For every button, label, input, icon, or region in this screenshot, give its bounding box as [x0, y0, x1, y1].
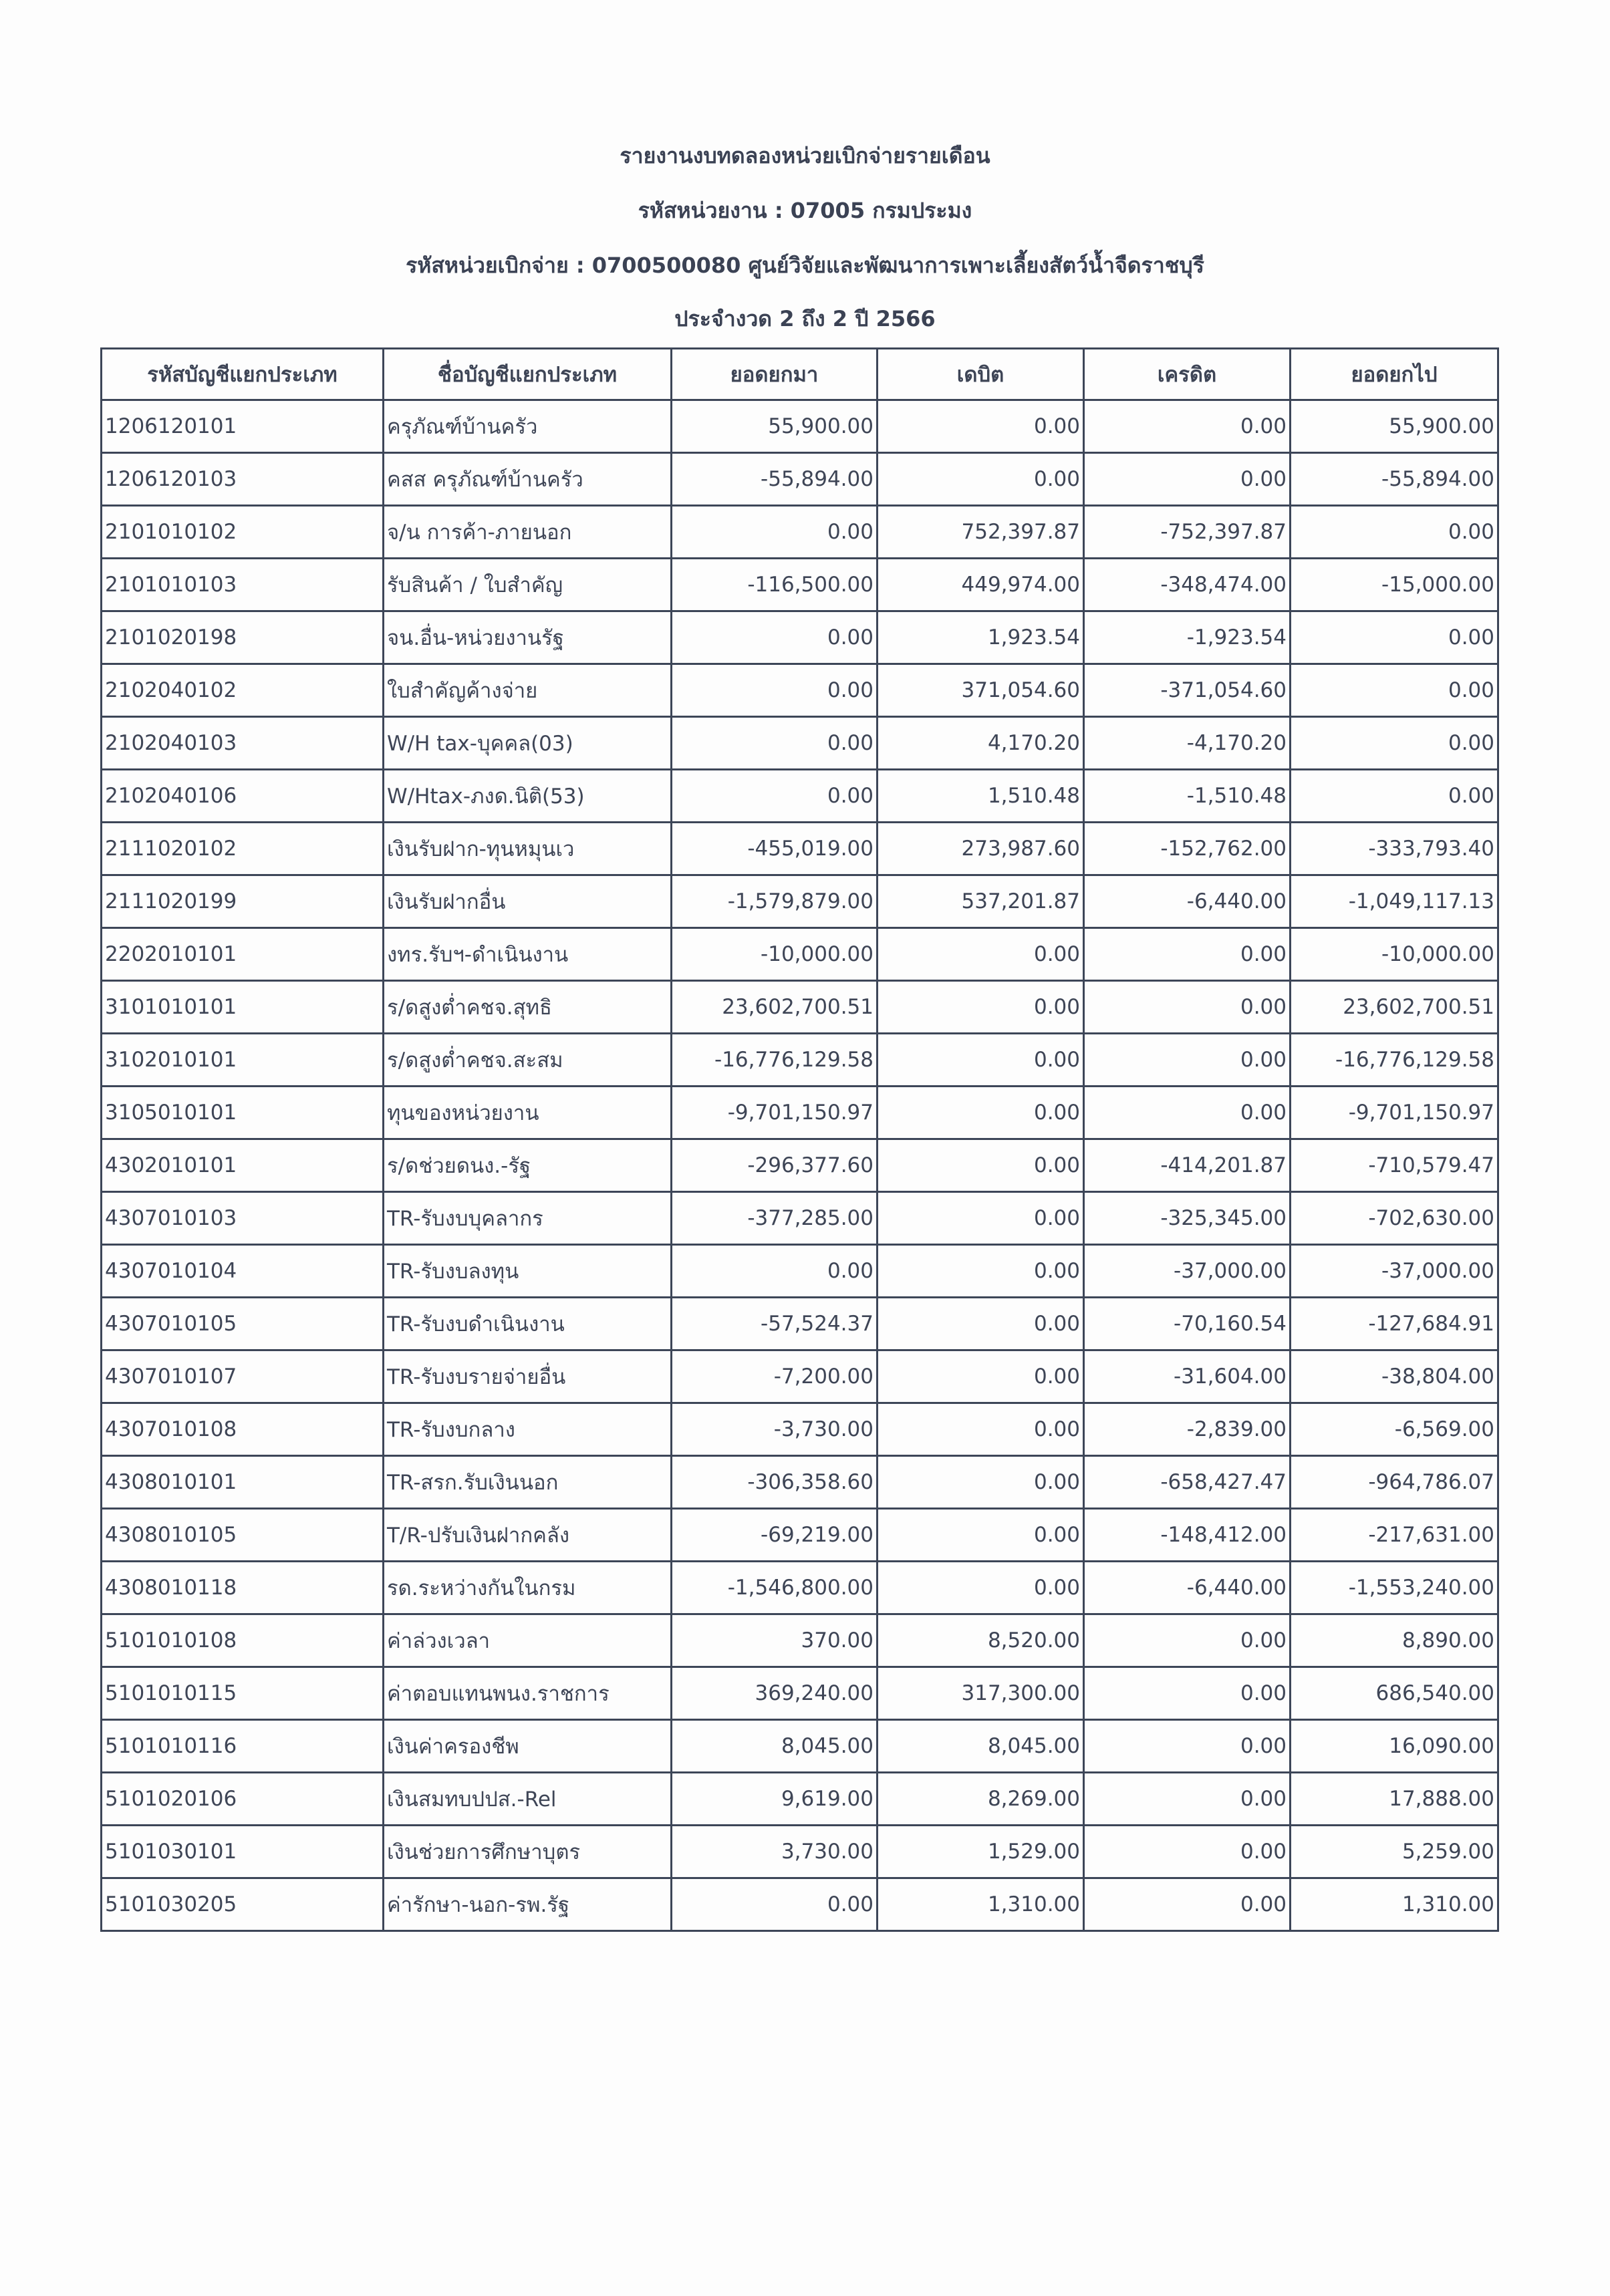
cell-closing-balance: 0.00: [1291, 717, 1498, 770]
cell-credit: 0.00: [1084, 1720, 1291, 1773]
cell-account-code: 4308010101: [102, 1456, 384, 1509]
cell-credit: 0.00: [1084, 400, 1291, 453]
cell-debit: 449,974.00: [878, 559, 1084, 611]
cell-closing-balance: 55,900.00: [1291, 400, 1498, 453]
table-row: [102, 453, 1498, 506]
cell-credit: 0.00: [1084, 981, 1291, 1034]
cell-debit: 752,397.87: [878, 506, 1084, 559]
cell-account-name: งทร.รับฯ-ดำเนินงาน: [384, 928, 672, 981]
table-body: [102, 400, 1498, 1931]
cell-account-code: 3105010101: [102, 1087, 384, 1139]
agency-code-line: รหัสหน่วยงาน : 07005 กรมประมง: [638, 198, 972, 223]
cell-account-code: 5101010108: [102, 1614, 384, 1667]
table-row: [102, 1720, 1498, 1773]
cell-account-name: ครุภัณฑ์บ้านครัว: [384, 400, 672, 453]
cell-closing-balance: 5,259.00: [1291, 1826, 1498, 1878]
cell-account-code: 1206120103: [102, 453, 384, 506]
cell-closing-balance: 0.00: [1291, 611, 1498, 664]
report-title: รายงานงบทดลองหน่วยเบิกจ่ายรายเดือน: [620, 143, 990, 168]
table-row: [102, 1562, 1498, 1614]
cell-opening-balance: -7,200.00: [672, 1350, 878, 1403]
table-row: [102, 1245, 1498, 1298]
table-row: [102, 1509, 1498, 1562]
cell-account-code: 2111020102: [102, 823, 384, 875]
cell-account-code: 2101010103: [102, 559, 384, 611]
cell-opening-balance: 0.00: [672, 1878, 878, 1931]
cell-opening-balance: 8,045.00: [672, 1720, 878, 1773]
cell-credit: 0.00: [1084, 1878, 1291, 1931]
cell-account-code: 4308010105: [102, 1509, 384, 1562]
cell-debit: 371,054.60: [878, 664, 1084, 717]
cell-credit: -4,170.20: [1084, 717, 1291, 770]
cell-opening-balance: -16,776,129.58: [672, 1034, 878, 1087]
cell-account-code: 2202010101: [102, 928, 384, 981]
table-row: [102, 1298, 1498, 1350]
cell-opening-balance: 9,619.00: [672, 1773, 878, 1826]
cell-account-name: ใบสำคัญค้างจ่าย: [384, 664, 672, 717]
cell-opening-balance: -1,546,800.00: [672, 1562, 878, 1614]
table-row: [102, 875, 1498, 928]
cell-closing-balance: -127,684.91: [1291, 1298, 1498, 1350]
table-row: [102, 1139, 1498, 1192]
cell-account-code: 3101010101: [102, 981, 384, 1034]
cell-account-code: 2102040102: [102, 664, 384, 717]
table-row: [102, 1667, 1498, 1720]
cell-account-name: ค่าตอบแทนพนง.ราชการ: [384, 1667, 672, 1720]
table-row: [102, 928, 1498, 981]
cell-credit: 0.00: [1084, 1773, 1291, 1826]
cell-opening-balance: -455,019.00: [672, 823, 878, 875]
cell-account-name: T/R-ปรับเงินฝากคลัง: [384, 1509, 672, 1562]
cell-closing-balance: -217,631.00: [1291, 1509, 1498, 1562]
cell-closing-balance: 0.00: [1291, 664, 1498, 717]
cell-account-code: 2111020199: [102, 875, 384, 928]
header-account-code: รหัสบัญชีแยกประเภท: [102, 349, 384, 400]
table-row: [102, 400, 1498, 453]
cell-opening-balance: 0.00: [672, 506, 878, 559]
cell-credit: 0.00: [1084, 1087, 1291, 1139]
cell-credit: -371,054.60: [1084, 664, 1291, 717]
cell-debit: 0.00: [878, 1034, 1084, 1087]
cell-opening-balance: 0.00: [672, 770, 878, 823]
cell-opening-balance: -306,358.60: [672, 1456, 878, 1509]
cell-debit: 0.00: [878, 1403, 1084, 1456]
cell-opening-balance: 3,730.00: [672, 1826, 878, 1878]
cell-credit: -148,412.00: [1084, 1509, 1291, 1562]
table-row: [102, 1087, 1498, 1139]
cell-credit: -2,839.00: [1084, 1403, 1291, 1456]
cell-closing-balance: 1,310.00: [1291, 1878, 1498, 1931]
cell-opening-balance: 0.00: [672, 611, 878, 664]
cell-closing-balance: -37,000.00: [1291, 1245, 1498, 1298]
cell-credit: -414,201.87: [1084, 1139, 1291, 1192]
cell-credit: -658,427.47: [1084, 1456, 1291, 1509]
cell-account-name: TR-รับงบลงทุน: [384, 1245, 672, 1298]
table-row: [102, 664, 1498, 717]
cell-debit: 0.00: [878, 928, 1084, 981]
cell-debit: 273,987.60: [878, 823, 1084, 875]
table-row: [102, 981, 1498, 1034]
cell-account-code: 4308010118: [102, 1562, 384, 1614]
cell-closing-balance: -6,569.00: [1291, 1403, 1498, 1456]
cell-closing-balance: 16,090.00: [1291, 1720, 1498, 1773]
cell-account-name: TR-สรก.รับเงินนอก: [384, 1456, 672, 1509]
cell-account-code: 5101030101: [102, 1826, 384, 1878]
cell-account-name: คสส ครุภัณฑ์บ้านครัว: [384, 453, 672, 506]
table-row: [102, 770, 1498, 823]
table-row: [102, 1192, 1498, 1245]
cell-credit: -152,762.00: [1084, 823, 1291, 875]
cell-debit: 0.00: [878, 1509, 1084, 1562]
cell-opening-balance: -296,377.60: [672, 1139, 878, 1192]
table-row: [102, 1350, 1498, 1403]
header-credit: เครดิต: [1084, 349, 1291, 400]
cell-closing-balance: -1,049,117.13: [1291, 875, 1498, 928]
cell-account-name: ค่าล่วงเวลา: [384, 1614, 672, 1667]
cell-account-code: 3102010101: [102, 1034, 384, 1087]
cell-account-code: 4307010104: [102, 1245, 384, 1298]
cell-debit: 537,201.87: [878, 875, 1084, 928]
cell-account-name: TR-รับงบดำเนินงาน: [384, 1298, 672, 1350]
cell-account-name: ทุนของหน่วยงาน: [384, 1087, 672, 1139]
cell-account-name: W/H tax-บุคคล(03): [384, 717, 672, 770]
cell-account-name: TR-รับงบกลาง: [384, 1403, 672, 1456]
cell-credit: 0.00: [1084, 1826, 1291, 1878]
cell-opening-balance: 0.00: [672, 664, 878, 717]
cell-opening-balance: -116,500.00: [672, 559, 878, 611]
cell-debit: 317,300.00: [878, 1667, 1084, 1720]
cell-account-name: รด.ระหว่างกันในกรม: [384, 1562, 672, 1614]
table-row: [102, 1456, 1498, 1509]
cell-opening-balance: -377,285.00: [672, 1192, 878, 1245]
cell-account-name: เงินรับฝากอื่น: [384, 875, 672, 928]
cell-credit: -37,000.00: [1084, 1245, 1291, 1298]
header-closing-balance: ยอดยกไป: [1291, 349, 1498, 400]
table-row: [102, 717, 1498, 770]
cell-credit: -6,440.00: [1084, 1562, 1291, 1614]
table-row: [102, 1034, 1498, 1087]
cell-debit: 0.00: [878, 981, 1084, 1034]
cell-opening-balance: -10,000.00: [672, 928, 878, 981]
cell-credit: -348,474.00: [1084, 559, 1291, 611]
cell-credit: 0.00: [1084, 1034, 1291, 1087]
cell-account-name: เงินค่าครองชีพ: [384, 1720, 672, 1773]
cell-opening-balance: 369,240.00: [672, 1667, 878, 1720]
cell-account-code: 2101010102: [102, 506, 384, 559]
header-debit: เดบิต: [878, 349, 1084, 400]
cell-debit: 0.00: [878, 1456, 1084, 1509]
cell-credit: 0.00: [1084, 1614, 1291, 1667]
cell-debit: 0.00: [878, 1562, 1084, 1614]
cell-credit: 0.00: [1084, 928, 1291, 981]
cell-debit: 0.00: [878, 453, 1084, 506]
cell-closing-balance: 23,602,700.51: [1291, 981, 1498, 1034]
cell-account-code: 5101030205: [102, 1878, 384, 1931]
cell-credit: -6,440.00: [1084, 875, 1291, 928]
cell-closing-balance: -55,894.00: [1291, 453, 1498, 506]
cell-opening-balance: 23,602,700.51: [672, 981, 878, 1034]
cell-account-code: 2102040106: [102, 770, 384, 823]
cell-closing-balance: 17,888.00: [1291, 1773, 1498, 1826]
cell-credit: -1,510.48: [1084, 770, 1291, 823]
cell-account-name: เงินสมทบปปส.-Rel: [384, 1773, 672, 1826]
table-row: [102, 506, 1498, 559]
cell-account-code: 4302010101: [102, 1139, 384, 1192]
cell-account-code: 5101010116: [102, 1720, 384, 1773]
disbursing-unit-line: รหัสหน่วยเบิกจ่าย : 0700500080 ศูนย์วิจัยและพัฒนาการเพาะเลี้ยงสัตว์น้ำจืดราชบุรี: [406, 253, 1204, 278]
cell-credit: -70,160.54: [1084, 1298, 1291, 1350]
cell-credit: 0.00: [1084, 1667, 1291, 1720]
cell-closing-balance: -964,786.07: [1291, 1456, 1498, 1509]
cell-opening-balance: 0.00: [672, 717, 878, 770]
cell-account-name: จน.อื่น-หน่วยงานรัฐ: [384, 611, 672, 664]
cell-closing-balance: -9,701,150.97: [1291, 1087, 1498, 1139]
cell-closing-balance: -702,630.00: [1291, 1192, 1498, 1245]
cell-opening-balance: -57,524.37: [672, 1298, 878, 1350]
cell-account-code: 4307010103: [102, 1192, 384, 1245]
cell-opening-balance: -55,894.00: [672, 453, 878, 506]
cell-debit: 0.00: [878, 1087, 1084, 1139]
cell-closing-balance: -710,579.47: [1291, 1139, 1498, 1192]
cell-closing-balance: 8,890.00: [1291, 1614, 1498, 1667]
header-account-name: ชื่อบัญชีแยกประเภท: [384, 349, 672, 400]
cell-debit: 0.00: [878, 1245, 1084, 1298]
cell-account-code: 2101020198: [102, 611, 384, 664]
cell-closing-balance: 0.00: [1291, 506, 1498, 559]
cell-account-name: ค่ารักษา-นอก-รพ.รัฐ: [384, 1878, 672, 1931]
cell-closing-balance: -10,000.00: [1291, 928, 1498, 981]
table-row: [102, 1878, 1498, 1931]
cell-account-code: 4307010107: [102, 1350, 384, 1403]
cell-account-name: เงินรับฝาก-ทุนหมุนเว: [384, 823, 672, 875]
cell-closing-balance: -15,000.00: [1291, 559, 1498, 611]
cell-opening-balance: 0.00: [672, 1245, 878, 1298]
cell-account-code: 1206120101: [102, 400, 384, 453]
table-row: [102, 1826, 1498, 1878]
cell-closing-balance: 686,540.00: [1291, 1667, 1498, 1720]
cell-opening-balance: -9,701,150.97: [672, 1087, 878, 1139]
cell-debit: 4,170.20: [878, 717, 1084, 770]
cell-debit: 8,045.00: [878, 1720, 1084, 1773]
cell-debit: 0.00: [878, 1350, 1084, 1403]
cell-opening-balance: 370.00: [672, 1614, 878, 1667]
cell-credit: -31,604.00: [1084, 1350, 1291, 1403]
header-opening-balance: ยอดยกมา: [672, 349, 878, 400]
cell-closing-balance: 0.00: [1291, 770, 1498, 823]
cell-closing-balance: -1,553,240.00: [1291, 1562, 1498, 1614]
table-row: [102, 1614, 1498, 1667]
cell-debit: 0.00: [878, 400, 1084, 453]
cell-debit: 1,529.00: [878, 1826, 1084, 1878]
table-header-row: [102, 349, 1498, 400]
cell-debit: 1,310.00: [878, 1878, 1084, 1931]
cell-account-name: ร/ดสูงต่ำคชจ.สุทธิ: [384, 981, 672, 1034]
table-row: [102, 559, 1498, 611]
cell-account-code: 5101010115: [102, 1667, 384, 1720]
cell-credit: -325,345.00: [1084, 1192, 1291, 1245]
table-row: [102, 823, 1498, 875]
cell-debit: 0.00: [878, 1192, 1084, 1245]
cell-credit: 0.00: [1084, 453, 1291, 506]
cell-account-name: TR-รับงบบุคลากร: [384, 1192, 672, 1245]
table-row: [102, 1773, 1498, 1826]
cell-account-code: 5101020106: [102, 1773, 384, 1826]
cell-debit: 0.00: [878, 1298, 1084, 1350]
cell-account-name: เงินช่วยการศึกษาบุตร: [384, 1826, 672, 1878]
cell-account-code: 4307010105: [102, 1298, 384, 1350]
cell-opening-balance: 55,900.00: [672, 400, 878, 453]
cell-closing-balance: -16,776,129.58: [1291, 1034, 1498, 1087]
cell-closing-balance: -333,793.40: [1291, 823, 1498, 875]
cell-account-name: ร/ดช่วยดนง.-รัฐ: [384, 1139, 672, 1192]
table-row: [102, 611, 1498, 664]
cell-credit: -1,923.54: [1084, 611, 1291, 664]
cell-opening-balance: -69,219.00: [672, 1509, 878, 1562]
cell-account-name: รับสินค้า / ใบสำคัญ: [384, 559, 672, 611]
cell-opening-balance: -3,730.00: [672, 1403, 878, 1456]
cell-debit: 1,923.54: [878, 611, 1084, 664]
cell-opening-balance: -1,579,879.00: [672, 875, 878, 928]
cell-account-code: 4307010108: [102, 1403, 384, 1456]
cell-account-name: จ/น การค้า-ภายนอก: [384, 506, 672, 559]
cell-credit: -752,397.87: [1084, 506, 1291, 559]
cell-account-name: W/Htax-ภงด.นิติ(53): [384, 770, 672, 823]
cell-debit: 8,520.00: [878, 1614, 1084, 1667]
cell-account-code: 2102040103: [102, 717, 384, 770]
period-line: ประจำงวด 2 ถึง 2 ปี 2566: [674, 306, 936, 331]
cell-debit: 1,510.48: [878, 770, 1084, 823]
cell-account-name: ร/ดสูงต่ำคชจ.สะสม: [384, 1034, 672, 1087]
cell-debit: 0.00: [878, 1139, 1084, 1192]
table-row: [102, 1403, 1498, 1456]
trial-balance-table: [100, 347, 1499, 1932]
cell-account-name: TR-รับงบรายจ่ายอื่น: [384, 1350, 672, 1403]
cell-debit: 8,269.00: [878, 1773, 1084, 1826]
cell-closing-balance: -38,804.00: [1291, 1350, 1498, 1403]
